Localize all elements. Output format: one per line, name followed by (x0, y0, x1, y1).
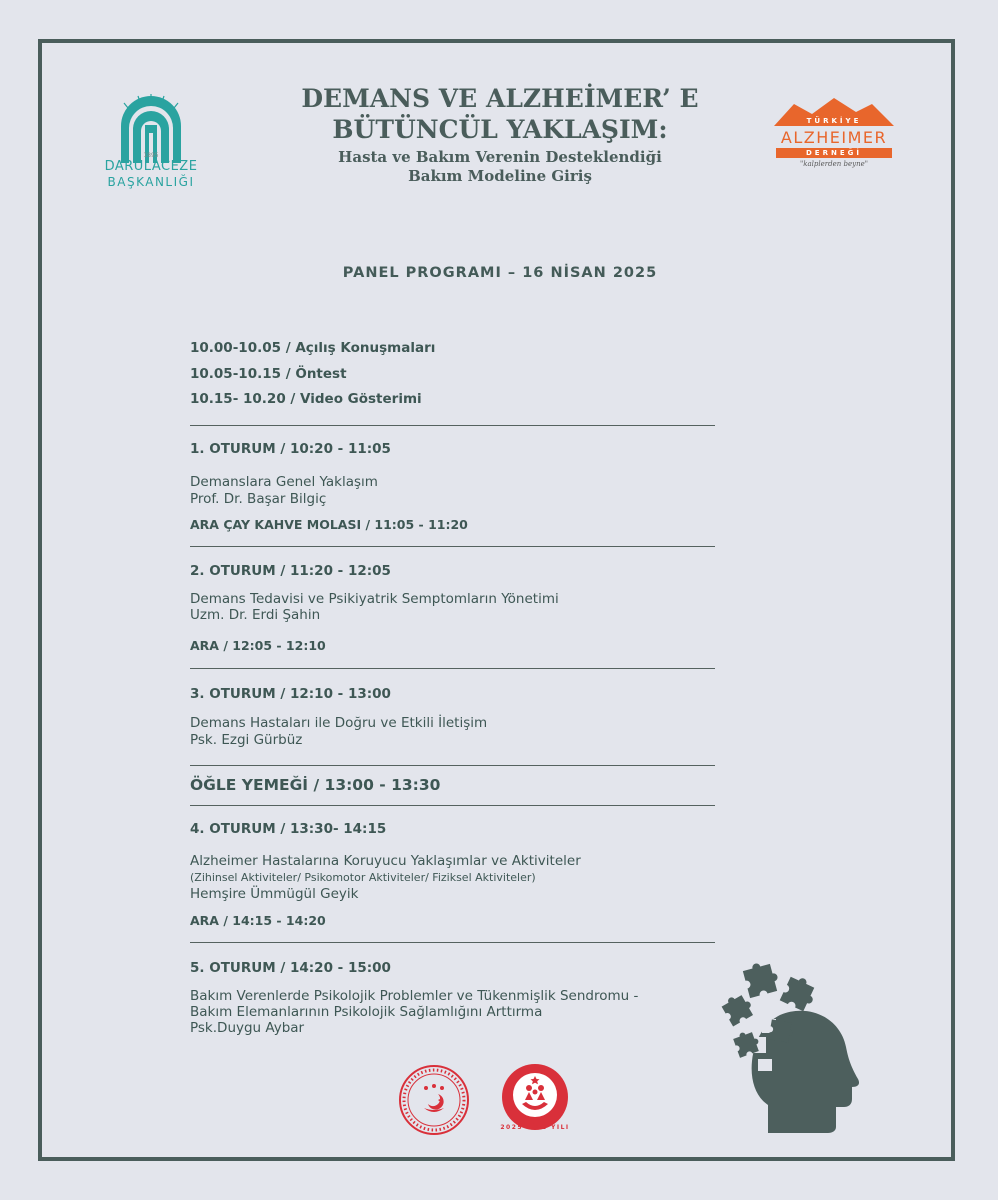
divider (190, 668, 715, 669)
session3-header: 3. OTURUM / 12:10 - 13:00 (190, 686, 391, 702)
divider (190, 765, 715, 766)
title-line1: DEMANS VE ALZHEİMER’ E (301, 84, 699, 113)
session2-speaker: Uzm. Dr. Erdi Şahin (190, 607, 321, 623)
session2-header: 2. OTURUM / 11:20 - 12:05 (190, 563, 391, 579)
logo-bottom-text: DERNEĞİ (806, 149, 862, 157)
session1-topic: Demanslara Genel Yaklaşım (190, 474, 378, 490)
session4-header: 4. OTURUM / 13:30- 14:15 (190, 821, 387, 837)
divider (190, 942, 715, 943)
logo-line2: BAŞKANLIĞI (107, 175, 195, 189)
event-subtitle (290, 148, 710, 186)
family-year-seal (500, 1062, 570, 1138)
session2-break: ARA / 12:05 - 12:10 (190, 638, 326, 653)
subtitle-line1: Hasta ve Bakım Verenin Desteklendiği (338, 148, 662, 166)
title-line2: BÜTÜNCÜL YAKLAŞIM: (332, 115, 668, 144)
logo-slogan: "kalplerden beyne" (800, 160, 868, 168)
event-title (260, 83, 740, 145)
alzheimer-association-logo (772, 98, 896, 178)
family-year-seal-icon (500, 1062, 570, 1132)
darulaceze-logo (104, 93, 198, 193)
session4-topic: Alzheimer Hastalarına Koruyucu Yaklaşımlar ve Aktiviteler (190, 853, 581, 869)
lunch-break: ÖĞLE YEMEĞİ / 13:00 - 13:30 (190, 776, 441, 794)
session4-detail: (Zihinsel Aktiviteler/ Psikomotor Aktiviteler/ Fiziksel Aktiviteler) (190, 871, 536, 884)
opening-item-1: 10.00-10.05 / Açılış Konuşmaları (190, 340, 436, 356)
opening-item-2: 10.05-10.15 / Öntest (190, 366, 347, 382)
session4-speaker: Hemşire Ümmügül Geyik (190, 886, 359, 902)
divider (190, 805, 715, 806)
logo-line1: DARÜLACEZE (104, 159, 198, 174)
head-puzzle-icon (718, 955, 868, 1140)
session1-speaker: Prof. Dr. Başar Bilgiç (190, 491, 327, 507)
logo-top-text: TÜRKİYE (806, 117, 862, 125)
session5-speaker: Psk.Duygu Aybar (190, 1020, 305, 1036)
session3-topic: Demans Hastaları ile Doğru ve Etkili İletişim (190, 715, 488, 731)
head-puzzle-illustration (718, 955, 868, 1140)
divider (190, 546, 715, 547)
ministry-seal (398, 1064, 470, 1136)
subtitle-line2: Bakım Modeline Giriş (408, 167, 592, 185)
seal-text: 2025 AİLE YILI (500, 1124, 570, 1131)
logo-main-text: ALZHEIMER (780, 128, 888, 147)
logo-year: 1895 (143, 152, 159, 159)
session1-break: ARA ÇAY KAHVE MOLASI / 11:05 - 11:20 (190, 517, 468, 532)
session5-header: 5. OTURUM / 14:20 - 15:00 (190, 960, 391, 976)
session5-topic-line1: Bakım Verenlerde Psikolojik Problemler ve Tükenmişlik Sendromu - (190, 988, 639, 1004)
session5-topic-line2: Bakım Elemanlarının Psikolojik Sağlamlığını Arttırma (190, 1004, 543, 1020)
ministry-seal-icon (398, 1064, 470, 1136)
session2-topic: Demans Tedavisi ve Psikiyatrik Semptomların Yönetimi (190, 591, 559, 607)
session3-speaker: Psk. Ezgi Gürbüz (190, 732, 303, 748)
session4-break: ARA / 14:15 - 14:20 (190, 913, 326, 928)
divider (190, 425, 715, 426)
session1-header: 1. OTURUM / 10:20 - 11:05 (190, 441, 391, 457)
opening-item-3: 10.15- 10.20 / Video Gösterimi (190, 391, 422, 407)
program-title: PANEL PROGRAMI – 16 NİSAN 2025 (342, 265, 658, 281)
